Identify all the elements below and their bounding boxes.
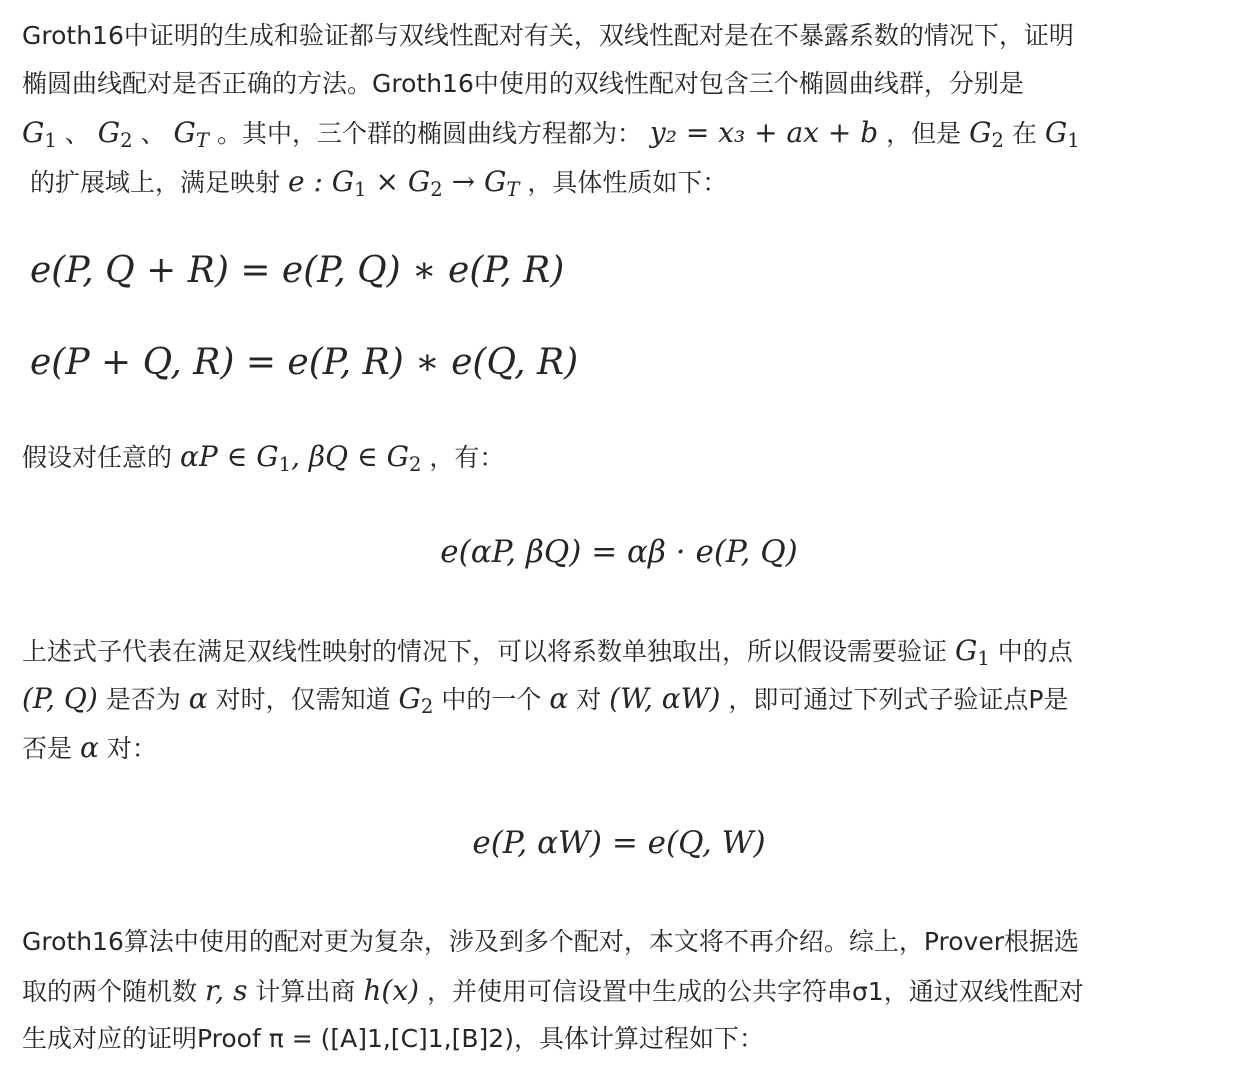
text: 椭圆曲线配对是否正确的方法。Groth16中使用的双线性配对包含三个椭圆曲线群，分别是 [22, 69, 1024, 98]
math-alpha: α [549, 682, 569, 715]
text: ，即可通过下列式子验证点P是 [728, 685, 1069, 714]
text: ，但是 [886, 119, 962, 148]
paragraph-line [22, 437, 504, 477]
text: 中的一个 [441, 685, 542, 714]
equation-coefficient: e(αP, βQ) = αβ · e(P, Q) [440, 534, 798, 570]
text: 上述式子代表在满足双线性映射的情况下，可以将系数单独取出，所以假设需要验证 [22, 637, 948, 666]
text: 否是 [22, 734, 73, 763]
text: Groth16中证明的生成和验证都与双线性配对有关，双线性配对是在不暴露系数的情况下，证明 [22, 21, 1074, 50]
math-alpha: α [79, 731, 99, 764]
paragraph-line [22, 922, 1079, 962]
paragraph-line [30, 162, 727, 202]
text: ，具体性质如下： [527, 168, 728, 197]
math-random-rs: r, s [204, 974, 248, 1007]
math-membership: αP ∈ $G_1$, βQ ∈ $G_2$ [179, 440, 422, 476]
separator: 、 [140, 119, 166, 148]
equation-bilinear-1: e(P, Q + R) = e(P, Q) ∗ e(P, R) [30, 250, 565, 291]
text: 的扩展域上，满足映射 [30, 168, 281, 197]
math-curve-equation: y₂ = x₃ + ax + b [649, 116, 879, 149]
paragraph-line [22, 1019, 764, 1059]
equation-bilinear-2: e(P + Q, R) = e(P, R) ∗ e(Q, R) [30, 342, 579, 383]
math-gt: GT [173, 116, 209, 152]
paragraph-line [22, 16, 1074, 56]
math-waw-pair: (W, αW) [609, 682, 721, 715]
text: ，有： [429, 443, 505, 472]
text: 计算出商 [255, 977, 356, 1006]
math-alpha: α [188, 682, 208, 715]
math-g2: $G_2$ [398, 682, 434, 718]
math-g2: $G_2$ [97, 116, 133, 152]
paragraph-line [22, 971, 1084, 1011]
math-g2: $G_2$ [969, 116, 1004, 152]
equation-alpha-check: e(P, αW) = e(Q, W) [472, 825, 766, 861]
paragraph-line [22, 631, 1073, 671]
text: 对： [106, 734, 157, 763]
math-g1: $G_1$ [954, 634, 990, 670]
text: 中的点 [997, 637, 1073, 666]
text: 对 [576, 685, 602, 714]
text: 对时，仅需知道 [215, 685, 391, 714]
math-mapping: e : $G_1 \times G_2$ → GT [287, 165, 520, 201]
text: 生成对应的证明Proof π = ([A]1,[C]1,[B]2)，具体计算过程如下： [22, 1024, 764, 1053]
text: 在 [1011, 119, 1037, 148]
math-g1: $G_1$ [1044, 116, 1080, 152]
text: ，并使用可信设置中生成的公共字符串σ1，通过双线性配对 [427, 977, 1084, 1006]
text: Groth16算法中使用的配对更为复杂，涉及到多个配对，本文将不再介绍。综上，Prover根据选 [22, 927, 1079, 956]
text: 是否为 [105, 685, 181, 714]
math-pq-pair: (P, Q) [22, 682, 98, 715]
paragraph-line [22, 728, 157, 768]
text: 假设对任意的 [22, 443, 173, 472]
text: 。其中，三个群的椭圆曲线方程都为： [216, 119, 642, 148]
paragraph-line [22, 679, 1068, 719]
math-quotient-h: h(x) [363, 974, 420, 1007]
paragraph-line [22, 64, 1024, 104]
text: 取的两个随机数 [22, 977, 198, 1006]
separator: 、 [64, 119, 90, 148]
paragraph-line [22, 113, 1080, 153]
math-g1: $G_1$ [22, 116, 57, 152]
